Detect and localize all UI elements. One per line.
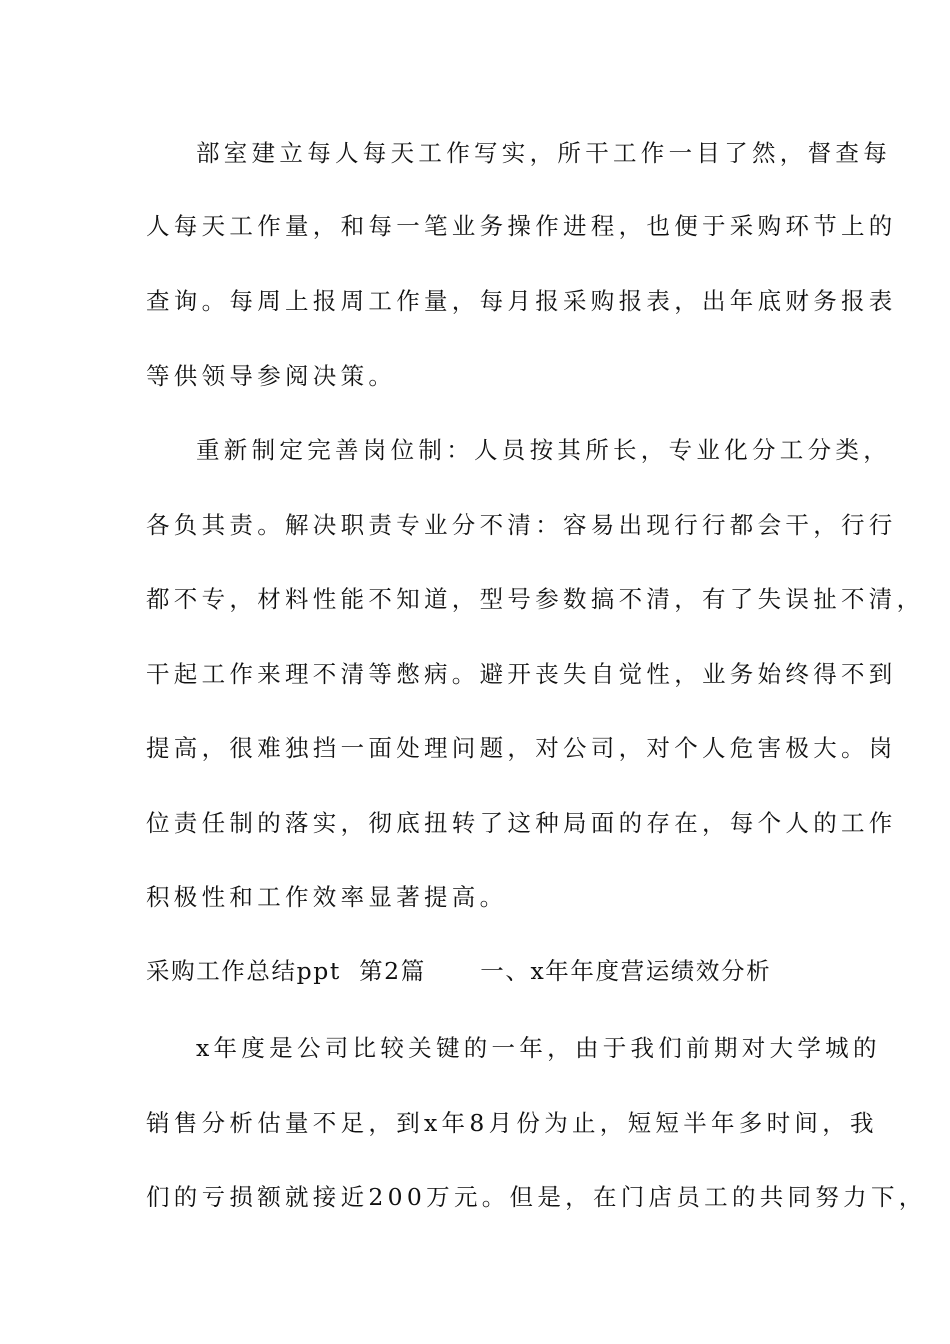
paragraph-2-line-6: 位责任制的落实，彻底扭转了这种局面的存在，每个人的工作 [146, 809, 897, 837]
paragraph-2-line-4: 干起工作来理不清等憋病。避开丧失自觉性，业务始终得不到 [146, 660, 897, 688]
section-heading: 采购工作总结ppt 第2篇 一、x年年度营运绩效分析 [146, 957, 772, 985]
paragraph-1-line-3: 查询。每周上报周工作量，每月报采购报表，出年底财务报表 [146, 287, 897, 315]
paragraph-2-line-7: 积极性和工作效率显著提高。 [146, 883, 508, 911]
paragraph-2-line-3: 都不专，材料性能不知道，型号参数搞不清，有了失误扯不清， [146, 585, 925, 613]
paragraph-3-line-1: x年度是公司比较关键的一年，由于我们前期对大学城的 [196, 1034, 881, 1062]
paragraph-1-line-2: 人每天工作量，和每一笔业务操作进程，也便于采购环节上的 [146, 212, 897, 240]
paragraph-2-line-1: 重新制定完善岗位制：人员按其所长，专业化分工分类， [196, 436, 891, 464]
paragraph-1-line-1: 部室建立每人每天工作写实，所干工作一目了然，督查每 [196, 139, 891, 167]
paragraph-2-line-5: 提高，很难独挡一面处理问题，对公司，对个人危害极大。岗 [146, 734, 897, 762]
paragraph-3-line-3: 们的亏损额就接近200万元。但是，在门店员工的共同努力下， [146, 1183, 927, 1211]
paragraph-2-line-2: 各负其责。解决职责专业分不清：容易出现行行都会干，行行 [146, 511, 897, 539]
paragraph-1-line-4: 等供领导参阅决策。 [146, 362, 397, 390]
paragraph-3-line-2: 销售分析估量不足，到x年8月份为止，短短半年多时间，我 [146, 1109, 878, 1137]
